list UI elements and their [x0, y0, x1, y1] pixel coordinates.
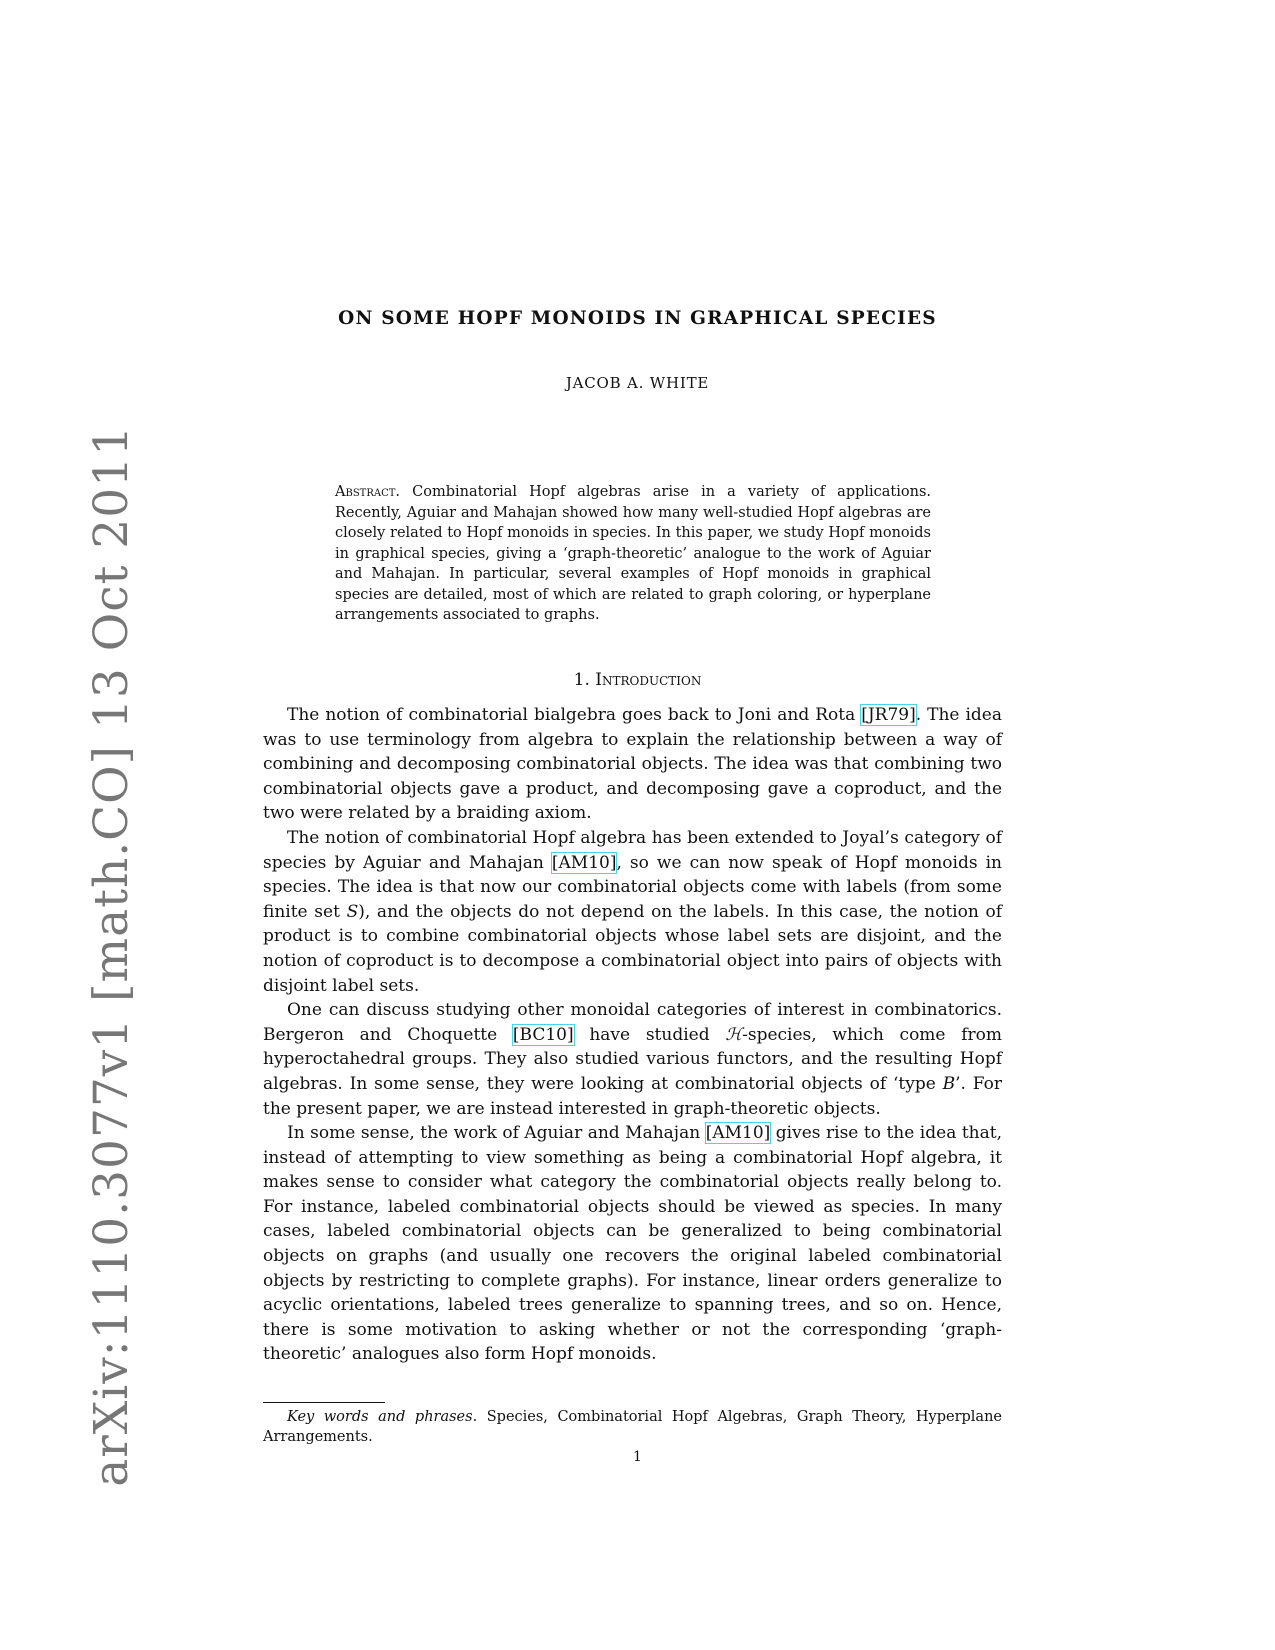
page-number: 1 [633, 1449, 642, 1465]
paragraph-text: In some sense, the work of Aguiar and Mahajan [287, 1123, 706, 1144]
introduction-body [263, 703, 1002, 1367]
paragraph-text: -species, which come from hyperoctahedral groups. They also studied various functors, and the resulting Hopf algebras. In some sense, they were looking at combinatorial objects of ‘type [263, 1024, 1002, 1094]
paragraph-text: The notion of combinatorial Hopf algebra has been extended to Joyal’s category of species by Aguiar and Mahajan [263, 827, 1002, 873]
citation-link-jr79[interactable]: [JR79] [861, 705, 916, 725]
citation-link-am10[interactable]: [AM10] [705, 1123, 771, 1144]
abstract-label: Abstract. [335, 484, 401, 500]
paragraph-1 [263, 703, 1002, 826]
footnote [263, 1407, 1002, 1447]
footnote-rule [263, 1402, 385, 1403]
math-variable: ℋ [725, 1024, 743, 1045]
section-name: Introduction [595, 670, 702, 690]
math-variable: B [942, 1073, 956, 1094]
math-variable: S [346, 901, 359, 922]
paragraph-text: , so we can now speak of Hopf monoids in species. The idea is that now our combinatorial objects come with labels (from some finite set [263, 852, 1003, 922]
abstract-text: Combinatorial Hopf algebras arise in a variety of applications. Recently, Aguiar and Mahajan showed how many well-studied Hopf algebras are closely related to Hopf monoids in species. In this paper, we study Hopf monoids in graphical species, giving a ‘graph-theoretic’ analogue to the work of Aguiar and Mahajan. In particular, several examples of Hopf monoids in graphical species are detailed, most of which are related to graph coloring, or hyperplane arrangements associated to graphs. [335, 484, 932, 623]
footnote-keywords: Species, Combinatorial Hopf Algebras, Graph Theory, Hyperplane Arrangements. [263, 1409, 1003, 1445]
citation-link-bc10[interactable]: [BC10] [512, 1024, 574, 1045]
paragraph-4 [263, 1121, 1002, 1367]
paragraph-text: . The idea was to use terminology from algebra to explain the relationship between a way of combining and decomposing combinatorial objects. The idea was that combining two combinatorial objects gave a product, and decomposing gave a coproduct, and the two were related by a braiding axiom. [263, 705, 1003, 824]
section-number: 1. [573, 670, 590, 690]
arxiv-identifier-stamp: arXiv:1110.3077v1 [math.CO] 13 Oct 2011 [84, 425, 139, 1487]
paper-title: ON SOME HOPF MONOIDS IN GRAPHICAL SPECIES [338, 308, 937, 329]
paragraph-text: gives rise to the idea that, instead of attempting to view something as being a combinatorial Hopf algebra, it makes sense to consider what category the combinatorial objects really belong to. For instance, labeled combinatorial objects should be viewed as species. In many cases, labeled combinatorial objects can be generalized to being combinatorial objects on graphs (and usually one recovers the original labeled combinatorial objects by restricting to complete graphs). For instance, linear orders generalize to acyclic orientations, labeled trees generalize to spanning trees, and so on. Hence, there is some motivation to asking whether or not the corresponding ‘graph-theoretic’ analogues also form Hopf monoids. [263, 1123, 1002, 1365]
paragraph-text: One can discuss studying other monoidal categories of interest in combinatorics. Bergeron and Choquette [263, 1000, 1002, 1045]
paragraph-text: ), and the objects do not depend on the labels. In this case, the notion of product is to combine combinatorial objects whose label sets are disjoint, and the notion of coproduct is to decompose a combinatorial object into pairs of objects with disjoint label sets. [263, 901, 1002, 996]
paper-author: JACOB A. WHITE [565, 374, 710, 392]
paragraph-3 [263, 998, 1002, 1121]
section-heading [0, 670, 1275, 690]
paragraph-text: The notion of combinatorial bialgebra goes back to Joni and Rota [287, 705, 862, 725]
paragraph-text: have studied [573, 1024, 726, 1045]
citation-link-am10[interactable]: [AM10] [551, 852, 617, 873]
paragraph-2 [263, 826, 1002, 998]
paragraph-text: ’. For the present paper, we are instead interested in graph-theoretic objects. [263, 1073, 1002, 1119]
abstract [335, 482, 931, 626]
footnote-keywords-label: Key words and phrases. [287, 1409, 478, 1425]
